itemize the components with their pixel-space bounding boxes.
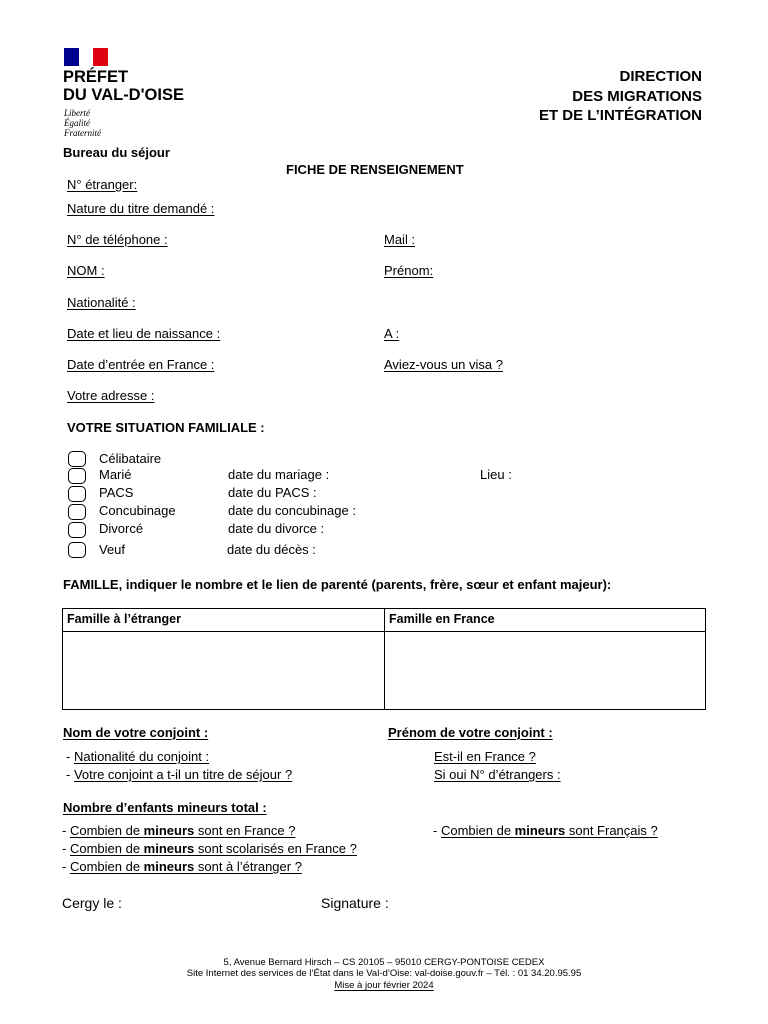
checkbox-concubinage[interactable] bbox=[68, 504, 86, 520]
spouse-residence-permit-field[interactable]: Votre conjoint a t-il un titre de séjour ? bbox=[73, 767, 293, 782]
address-field[interactable]: Votre adresse : bbox=[67, 388, 155, 403]
family-abroad-header: Famille à l’étranger bbox=[63, 609, 385, 632]
concubinage-date-label: date du concubinage : bbox=[228, 503, 356, 518]
pacs-date-label: date du PACS : bbox=[228, 485, 317, 500]
bureau-label: Bureau du séjour bbox=[63, 145, 170, 160]
flag-band-white bbox=[79, 48, 94, 66]
dash: - bbox=[62, 841, 70, 856]
family-france-input[interactable] bbox=[385, 632, 706, 710]
family-table bbox=[62, 608, 706, 710]
dash: - bbox=[66, 767, 74, 782]
option-marie: Marié bbox=[99, 467, 132, 482]
family-heading: FAMILLE, indiquer le nombre et le lien de parenté (parents, frère, sœur et enfant majeur): bbox=[63, 577, 612, 592]
republic-motto bbox=[64, 108, 101, 138]
dash: - bbox=[433, 823, 441, 838]
signature-field[interactable]: Signature : bbox=[321, 895, 389, 911]
family-abroad-input[interactable] bbox=[63, 632, 385, 710]
question-suffix: sont en France ? bbox=[194, 823, 296, 838]
family-table-body-row bbox=[63, 632, 706, 710]
minors-in-france-row bbox=[62, 823, 295, 838]
question-suffix: sont Français ? bbox=[565, 823, 658, 838]
minors-abroad-row bbox=[62, 859, 302, 874]
french-flag-logo bbox=[64, 48, 108, 66]
checkbox-celibataire[interactable] bbox=[68, 451, 86, 467]
dash: - bbox=[62, 823, 70, 838]
footer-address: 5, Avenue Bernard Hirsch – CS 20105 – 95010 CERGY-PONTOISE CEDEX bbox=[223, 957, 545, 968]
question-prefix: Combien de bbox=[69, 841, 144, 856]
question-prefix: Combien de bbox=[69, 859, 144, 874]
death-date-label: date du décès : bbox=[227, 542, 316, 557]
dash: - bbox=[66, 749, 74, 764]
keyword-mineurs: mineurs bbox=[143, 859, 195, 874]
motto-egalite: Égalité bbox=[64, 118, 90, 128]
footer-update-wrapper bbox=[0, 980, 768, 992]
question-prefix: Combien de bbox=[69, 823, 144, 838]
prefet-line-1: PRÉFET bbox=[63, 68, 129, 86]
checkbox-divorce[interactable] bbox=[68, 522, 86, 538]
cergy-date-field[interactable]: Cergy le : bbox=[62, 895, 122, 911]
minors-in-school-row bbox=[62, 841, 357, 856]
spouse-first-name-field[interactable]: Prénom de votre conjoint : bbox=[388, 725, 553, 740]
dash: - bbox=[62, 859, 70, 874]
minors-french-row bbox=[433, 823, 658, 838]
question-prefix: Combien de bbox=[440, 823, 515, 838]
checkbox-veuf[interactable] bbox=[68, 542, 86, 558]
spouse-nationality-row bbox=[66, 749, 209, 764]
foreigner-number-field[interactable]: N° étranger: bbox=[67, 177, 138, 192]
birth-place-field[interactable]: A : bbox=[384, 326, 400, 341]
footer-update-date: Mise à jour février 2024 bbox=[334, 980, 434, 991]
form-title: FICHE DE RENSEIGNEMENT bbox=[286, 162, 464, 177]
flag-band-blue bbox=[64, 48, 79, 66]
prefet-line-2: DU VAL-D'OISE bbox=[63, 86, 184, 104]
minors-in-school-field[interactable] bbox=[70, 841, 357, 856]
family-france-header: Famille en France bbox=[385, 609, 706, 632]
option-divorce: Divorcé bbox=[99, 521, 144, 536]
option-celibataire: Célibataire bbox=[99, 451, 162, 466]
last-name-field[interactable]: NOM : bbox=[67, 263, 105, 278]
spouse-residence-permit-row bbox=[66, 767, 292, 782]
visa-field[interactable]: Aviez-vous un visa ? bbox=[384, 357, 503, 372]
minors-french-field[interactable] bbox=[441, 823, 658, 838]
first-name-field[interactable]: Prénom: bbox=[384, 263, 434, 278]
flag-band-red bbox=[93, 48, 108, 66]
family-situation-heading: VOTRE SITUATION FAMILIALE : bbox=[67, 420, 265, 435]
birth-date-place-field[interactable]: Date et lieu de naissance : bbox=[67, 326, 221, 341]
spouse-foreigner-number-field[interactable]: Si oui N° d’étrangers : bbox=[434, 767, 561, 782]
footer-website: Site Internet des services de l’État dans le Val-d’Oise: val-doise.gouv.fr – Tél. : 01 34.20.95.95 bbox=[186, 968, 582, 979]
minors-in-france-field[interactable] bbox=[70, 823, 295, 838]
prefet-title bbox=[63, 68, 184, 104]
motto-liberte: Liberté bbox=[64, 108, 90, 118]
spouse-in-france-field[interactable]: Est-il en France ? bbox=[434, 749, 536, 764]
option-pacs: PACS bbox=[99, 485, 134, 500]
keyword-mineurs: mineurs bbox=[143, 823, 195, 838]
motto-fraternite: Fraternité bbox=[64, 128, 101, 138]
keyword-mineurs: mineurs bbox=[514, 823, 566, 838]
direction-line-3: ET DE L’INTÉGRATION bbox=[538, 107, 702, 124]
option-veuf: Veuf bbox=[99, 542, 126, 557]
entry-date-field[interactable]: Date d’entrée en France : bbox=[67, 357, 215, 372]
family-table-header-row bbox=[63, 609, 706, 632]
divorce-date-label: date du divorce : bbox=[228, 521, 325, 536]
spouse-nationality-field[interactable]: Nationalité du conjoint : bbox=[73, 749, 210, 764]
question-suffix: sont à l’étranger ? bbox=[194, 859, 302, 874]
direction-line-2: DES MIGRATIONS bbox=[572, 87, 702, 105]
phone-field[interactable]: N° de téléphone : bbox=[67, 232, 168, 247]
nationality-field[interactable]: Nationalité : bbox=[67, 295, 136, 310]
title-nature-field[interactable]: Nature du titre demandé : bbox=[67, 201, 215, 216]
direction-title bbox=[539, 67, 702, 126]
mail-field[interactable]: Mail : bbox=[384, 232, 416, 247]
option-concubinage: Concubinage bbox=[99, 503, 176, 518]
marriage-place-label: Lieu : bbox=[480, 467, 512, 482]
minors-abroad-field[interactable] bbox=[70, 859, 302, 874]
question-suffix: sont scolarisés en France ? bbox=[194, 841, 357, 856]
marriage-date-label: date du mariage : bbox=[228, 467, 330, 482]
minor-children-total-field[interactable]: Nombre d’enfants mineurs total : bbox=[63, 800, 267, 815]
spouse-name-field[interactable]: Nom de votre conjoint : bbox=[63, 725, 209, 740]
direction-line-1: DIRECTION bbox=[619, 68, 702, 85]
keyword-mineurs: mineurs bbox=[143, 841, 195, 856]
checkbox-pacs[interactable] bbox=[68, 486, 86, 502]
checkbox-marie[interactable] bbox=[68, 468, 86, 484]
